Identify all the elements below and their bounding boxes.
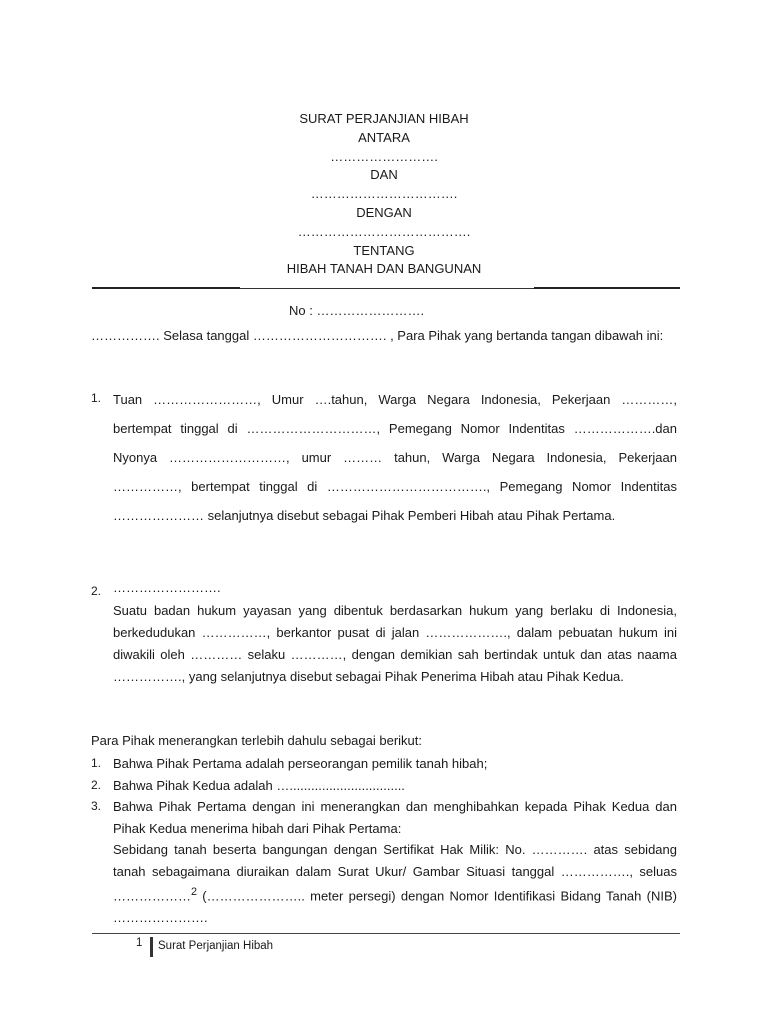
- title-block: [88, 110, 680, 279]
- title-dan: DAN: [370, 167, 398, 183]
- intro-paragraph: ……………. Selasa tanggal …………………………. , Para Pihak yang bertanda tangan dibawah ini:: [91, 328, 664, 343]
- list-item: [91, 753, 677, 775]
- list-item: [91, 775, 677, 797]
- title-antara: ANTARA: [358, 129, 410, 145]
- party-one-placeholder: …………………….: [330, 148, 438, 164]
- title-dengan: DENGAN: [356, 204, 412, 220]
- party-three-placeholder: ………………………………….: [297, 223, 471, 239]
- footer-divider: [92, 933, 680, 934]
- land-detail-main: Sebidang tanah beserta bangungan dengan Sertifikat Hak Milik: No. …………. atas sebidang tanah sebagaimana diuraikan dalam Surat Ukur/ Gambar Situasi tanggal ……………., seluas ………………: [113, 842, 677, 904]
- document-subject: HIBAH TANAH DAN BANGUNAN: [286, 261, 482, 277]
- party-two-placeholder: …………………………….: [310, 186, 458, 202]
- list-item-number: 3.: [91, 799, 102, 813]
- footer-bar: [150, 937, 153, 957]
- title-tentang: TENTANG: [353, 242, 415, 258]
- recitals-intro: Para Pihak menerangkan terlebih dahulu sebagai berikut:: [91, 733, 422, 748]
- page-number: 1: [136, 937, 143, 949]
- list-item-text: Bahwa Pihak Pertama adalah perseorangan pemilik tanah hibah;: [113, 756, 488, 771]
- footer-label: Surat Perjanjian Hibah: [158, 940, 274, 952]
- list-item-number: 2.: [91, 777, 102, 792]
- party-one-paragraph: Tuan ……………………, Umur ….tahun, Warga Negara Indonesia, Pekerjaan …………, bertempat tinggal di …………………………, Pemegang Nomor Indentitas ……………….dan Nyonya ………………………, umur ……… tahun, Warga Negara Indonesia, Pekerjaan ……………, bertempat tinggal di ………………………………., Pemegang Nomor Indentitas ………………… selanjutnya disebut sebagai Pihak Pemberi Hibah atau Pihak Pertama.: [113, 392, 677, 523]
- land-detail-text: [113, 839, 677, 928]
- party-two-name: …………………….: [113, 580, 221, 595]
- list-item-text: Bahwa Pihak Kedua adalah …................................: [113, 777, 405, 793]
- party-two-number: 2.: [91, 584, 102, 598]
- document-number: No : …………………….: [289, 303, 425, 318]
- page-footer: [136, 937, 273, 957]
- list-item: [91, 796, 677, 928]
- list-item-text: Bahwa Pihak Pertama dengan ini menerangkan dan menghibahkan kepada Pihak Kedua dan Pihak Kedua menerima hibah dari Pihak Pertama:: [113, 799, 677, 836]
- area-unit-superscript: 2: [191, 886, 198, 898]
- list-item-number: 1.: [91, 756, 102, 770]
- land-detail-rest: (………………….. meter persegi) dengan Nomor Identifikasi Bidang Tanah (NIB) ………………….: [113, 888, 677, 925]
- party-two-paragraph: Suatu badan hukum yayasan yang dibentuk berdasarkan hukum yang berlaku di Indonesia, berkedudukan ……………, berkantor pusat di jalan ………………., dalam pebuatan hukum ini diwakili oleh ………… selaku …………, dengan demikian sah bertindak untuk dan atas naama ……………., yang selanjutnya disebut sebagai Pihak Penerima Hibah atau Pihak Kedua.: [113, 603, 677, 684]
- party-one-number: 1.: [91, 391, 102, 405]
- document-title: SURAT PERJANJIAN HIBAH: [299, 111, 469, 126]
- recitals-list: [91, 753, 677, 928]
